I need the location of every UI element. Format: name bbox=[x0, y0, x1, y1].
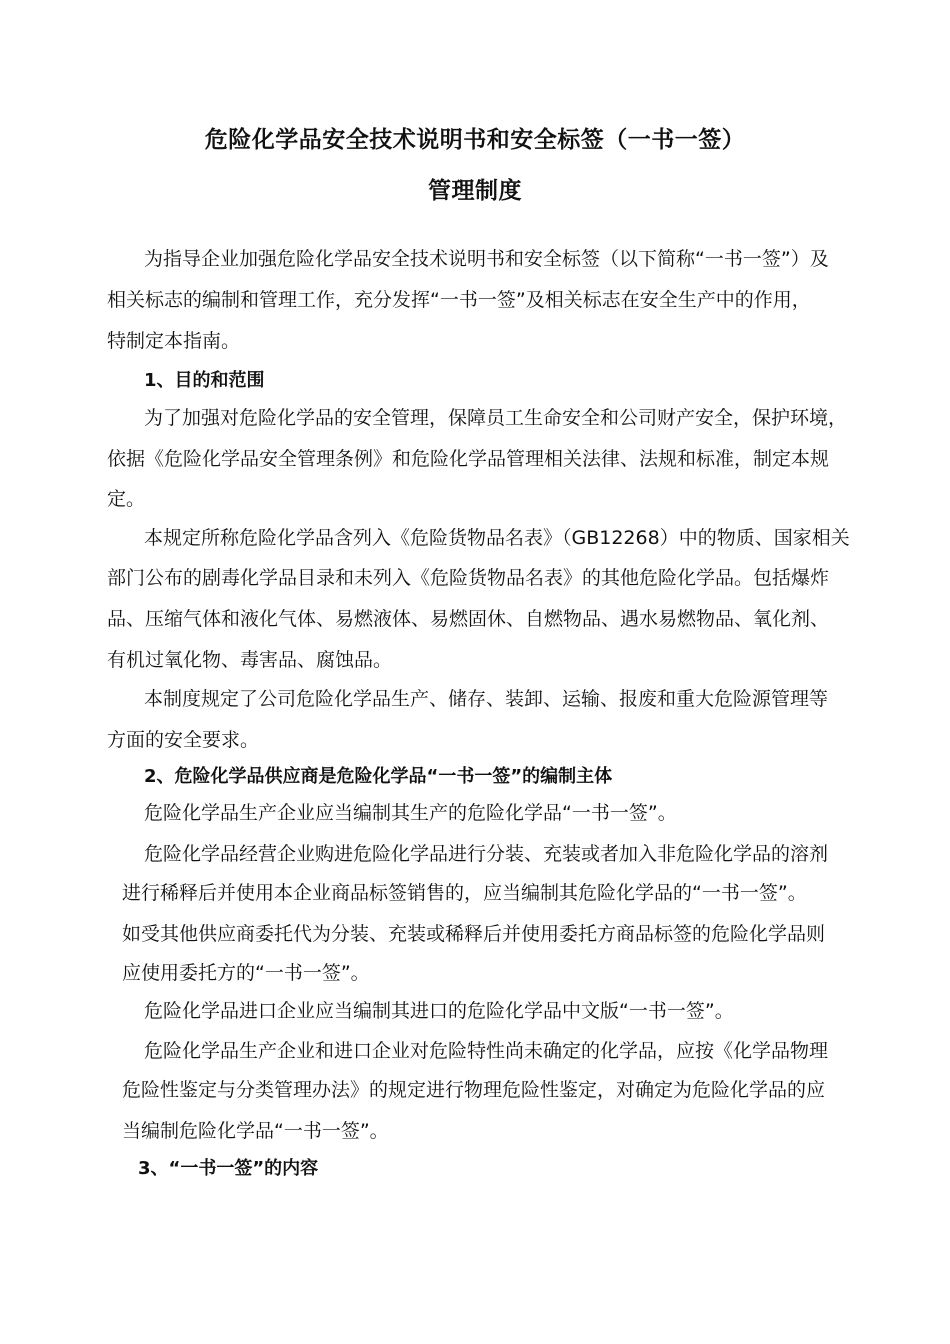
section-2-para-2-line-2: 进行稀释后并使用本企业商品标签销售的，应当编制其危险化学品的“一书一签”。 bbox=[122, 882, 807, 904]
section-3-heading: 3、“一书一签”的内容 bbox=[138, 1158, 319, 1179]
intro-line-1: 为指导企业加强危险化学品安全技术说明书和安全标签（以下简称“一书一签”）及 bbox=[144, 248, 829, 270]
section-1-heading: 1、目的和范围 bbox=[144, 370, 265, 391]
section-2-para-2-line-4: 应使用委托方的“一书一签”。 bbox=[122, 962, 370, 984]
section-1-para-2-line-4: 有机过氧化物、毒害品、腐蚀品。 bbox=[107, 649, 393, 671]
section-1-para-1-line-1: 为了加强对危险化学品的安全管理，保障员工生命安全和公司财产安全，保护环境， bbox=[144, 407, 848, 429]
section-1-para-2-line-2: 部门公布的剧毒化学品目录和未列入《危险货物品名表》的其他危险化学品。包括爆炸 bbox=[107, 567, 830, 589]
intro-line-3: 特制定本指南。 bbox=[107, 330, 241, 352]
section-2-para-3: 危险化学品进口企业应当编制其进口的危险化学品中文版“一书一签”。 bbox=[144, 1000, 734, 1022]
section-2-heading: 2、危险化学品供应商是危险化学品“一书一签”的编制主体 bbox=[144, 766, 613, 787]
section-1-para-1-line-2: 依据《危险化学品安全管理条例》和危险化学品管理相关法律、法规和标准，制定本规 bbox=[107, 448, 830, 470]
section-2-para-4-line-1: 危险化学品生产企业和进口企业对危险特性尚未确定的化学品，应按《化学品物理 bbox=[144, 1040, 829, 1062]
section-1-para-1-line-3: 定。 bbox=[107, 488, 146, 510]
document-subtitle: 管理制度 bbox=[428, 178, 522, 204]
section-1-para-3-line-1: 本制度规定了公司危险化学品生产、储存、装卸、运输、报废和重大危险源管理等 bbox=[144, 688, 829, 710]
section-2-para-4-line-2: 危险性鉴定与分类管理办法》的规定进行物理危险性鉴定，对确定为危险化学品的应 bbox=[122, 1079, 826, 1101]
section-1-para-2-line-3: 品、压缩气体和液化气体、易燃液体、易燃固休、自燃物品、遇水易燃物品、氧化剂、 bbox=[107, 608, 830, 630]
section-2-para-2-line-3: 如受其他供应商委托代为分装、充装或稀释后并使用委托方商品标签的危险化学品则 bbox=[122, 923, 826, 945]
section-1-para-3-line-2: 方面的安全要求。 bbox=[107, 729, 260, 751]
section-2-para-2-line-1: 危险化学品经营企业购进危险化学品进行分装、充装或者加入非危险化学品的溶剂 bbox=[144, 843, 829, 865]
document-title: 危险化学品安全技术说明书和安全标签（一书一签） bbox=[204, 127, 746, 153]
section-1-para-2-line-1: 本规定所称危险化学品含列入《危险货物品名表》（GB12268）中的物质、国家相关 bbox=[144, 527, 850, 549]
section-2-para-4-line-3: 当编制危险化学品“一书一签”。 bbox=[122, 1120, 389, 1142]
section-2-para-1: 危险化学品生产企业应当编制其生产的危险化学品“一书一签”。 bbox=[144, 802, 677, 824]
intro-line-2: 相关标志的编制和管理工作，充分发挥“一书一签”及相关标志在安全生产中的作用， bbox=[107, 289, 811, 311]
